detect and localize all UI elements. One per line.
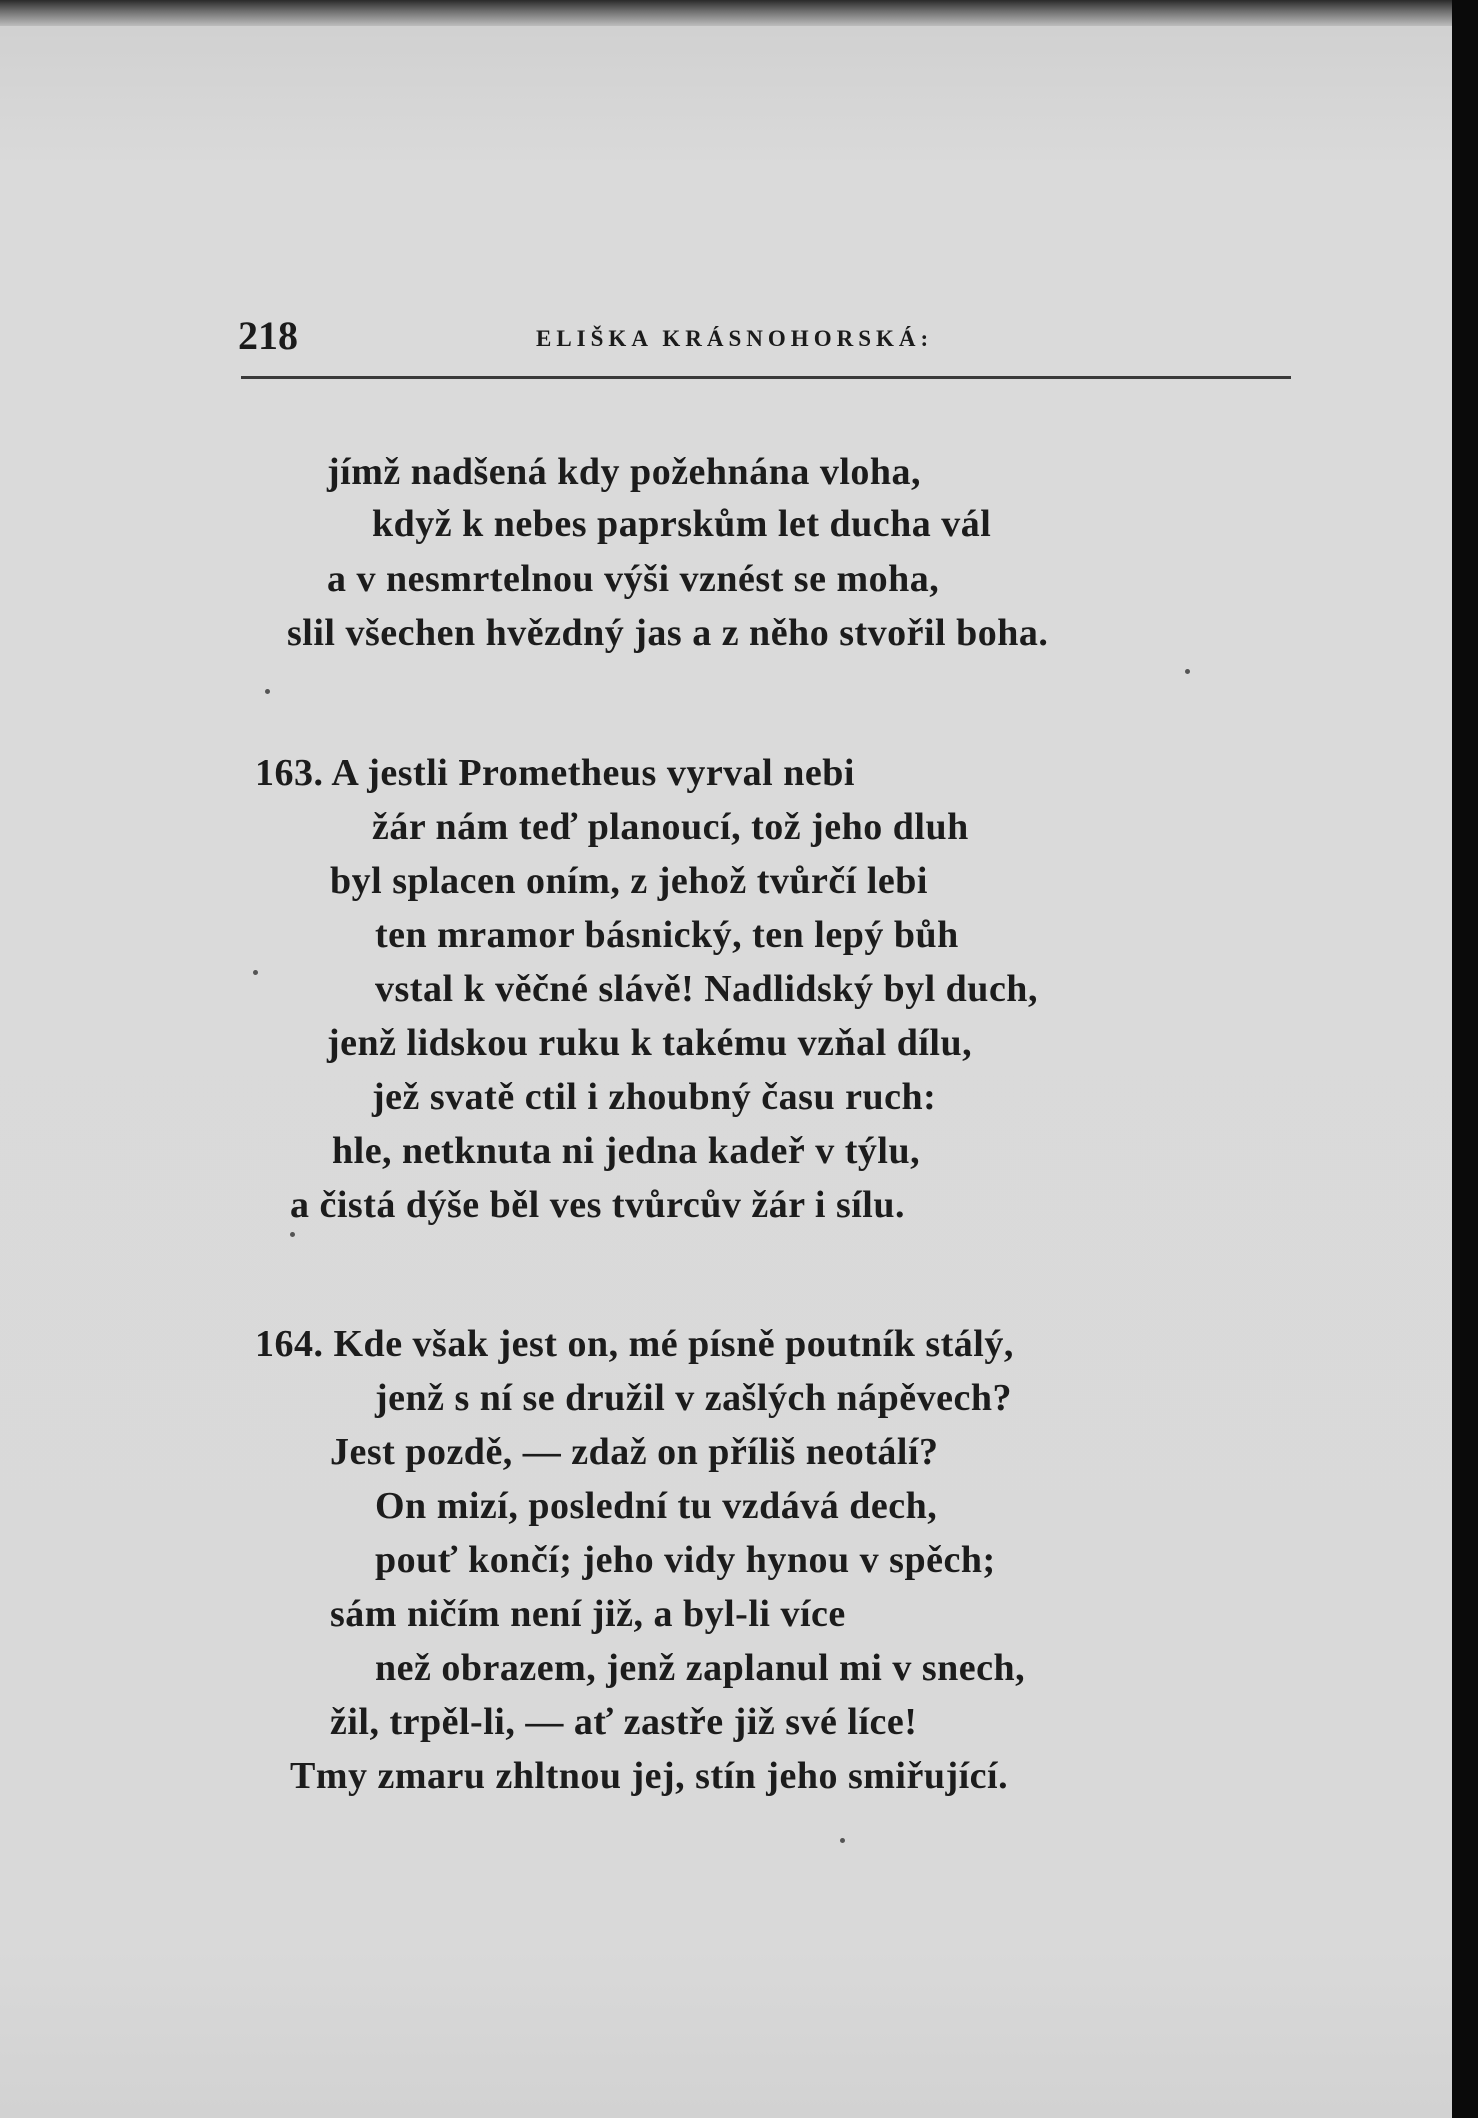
verse-line: než obrazem, jenž zaplanul mi v snech, xyxy=(375,1647,1026,1689)
scan-top-edge xyxy=(0,0,1452,26)
running-head: ELIŠKA KRÁSNOHORSKÁ: xyxy=(536,326,934,351)
verse-line: jímž nadšená kdy požehnána vloha, xyxy=(327,451,922,493)
verse-line: vstal k věčné slávě! Nadlidský byl duch, xyxy=(375,968,1038,1010)
verse-line: jenž lidskou ruku k takému vzňal dílu, xyxy=(327,1022,973,1064)
verse-line: Tmy zmaru zhltnou jej, stín jeho smiřující. xyxy=(290,1755,1009,1797)
verse-line: jež svatě ctil i zhoubný času ruch: xyxy=(372,1076,937,1118)
scan-right-edge xyxy=(1452,0,1478,2118)
scan-speck xyxy=(840,1838,845,1843)
verse-line: On mizí, poslední tu vzdává dech, xyxy=(375,1485,938,1527)
verse-line: hle, netknuta ni jedna kadeř v týlu, xyxy=(332,1130,921,1172)
verse-line: byl splacen oním, z jehož tvůrčí lebi xyxy=(330,860,928,902)
verse-line: a v nesmrtelnou výši vznést se moha, xyxy=(327,558,940,600)
header-rule xyxy=(241,376,1291,379)
stanza-164 xyxy=(255,1322,1014,1366)
verse-line: žil, trpěl-li, — ať zastře již své líce! xyxy=(330,1701,918,1743)
scan-speck xyxy=(253,970,258,975)
verse-line: ten mramor básnický, ten lepý bůh xyxy=(375,914,959,956)
verse-line: žár nám teď planoucí, tož jeho dluh xyxy=(372,806,969,848)
page-number: 218 xyxy=(238,313,298,358)
verse-line: A jestli Prometheus vyrval nebi xyxy=(331,752,855,794)
scan-speck xyxy=(290,1232,295,1237)
verse-line: Jest pozdě, — zdaž on příliš neotálí? xyxy=(330,1431,939,1473)
stanza-number: 163. xyxy=(255,752,324,794)
scan-speck xyxy=(1185,669,1190,674)
verse-line: sám ničím není již, a byl-li více xyxy=(330,1593,846,1635)
stanza-163 xyxy=(255,751,855,795)
scan-speck xyxy=(265,689,270,694)
verse-line: a čistá dýše běl ves tvůrcův žár i sílu. xyxy=(290,1184,905,1226)
verse-line: Kde však jest on, mé písně poutník stálý, xyxy=(333,1323,1014,1365)
verse-line: když k nebes paprskům let ducha vál xyxy=(372,503,992,545)
verse-line: pouť končí; jeho vidy hynou v spěch; xyxy=(375,1539,996,1581)
page-header xyxy=(238,312,1293,356)
verse-line: jenž s ní se družil v zašlých nápěvech? xyxy=(375,1377,1012,1419)
verse-line: slil všechen hvězdný jas a z něho stvořil boha. xyxy=(287,612,1049,654)
stanza-number: 164. xyxy=(255,1323,324,1365)
